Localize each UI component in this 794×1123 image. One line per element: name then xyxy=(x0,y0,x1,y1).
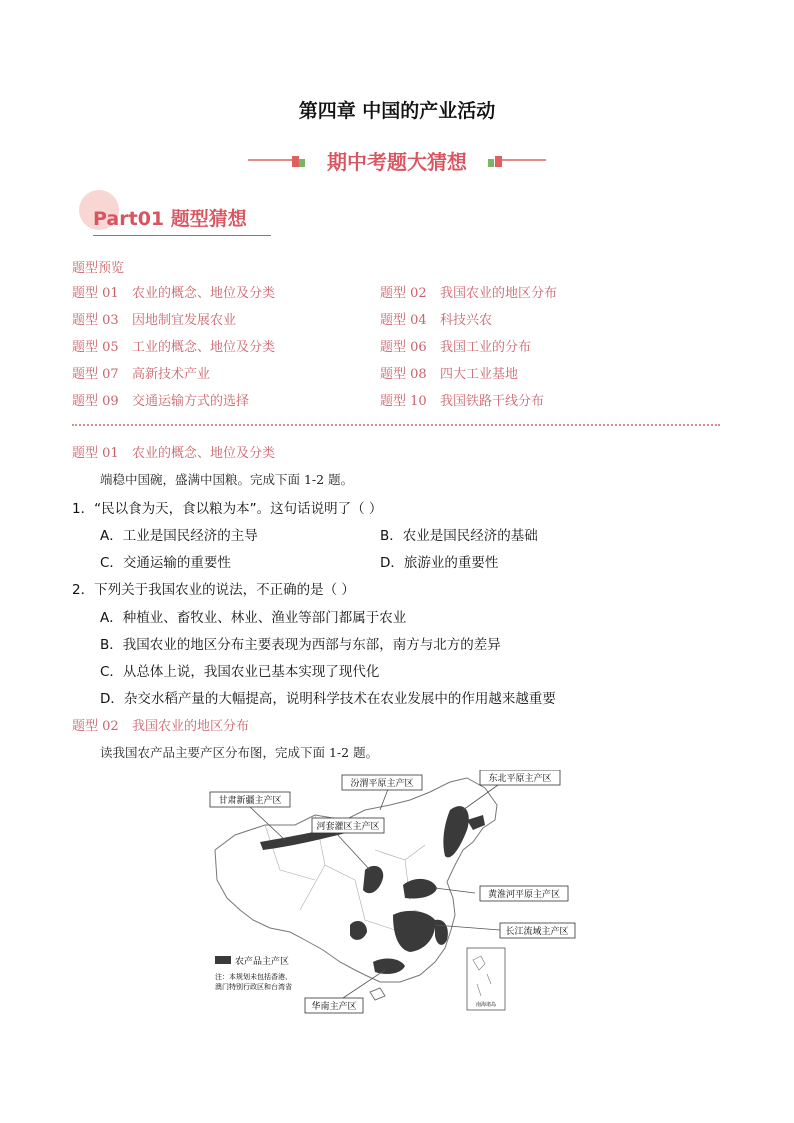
chapter-title: 第四章 中国的产业活动 xyxy=(298,100,496,122)
answer-option[interactable]: B．我国农业的地区分布主要表现为西部与东部，南方与北方的差异 xyxy=(100,637,501,653)
type-item[interactable]: 题型 08 四大工业基地 xyxy=(380,367,519,382)
banner-left-square-red xyxy=(292,156,299,167)
banner-title: 期中考题大猜想 xyxy=(327,150,467,174)
answer-option[interactable]: A．工业是国民经济的主导 xyxy=(100,528,258,544)
region-huanghuai xyxy=(403,879,437,899)
answer-option[interactable]: D．杂交水稻产量的大幅提高，说明科学技术在农业发展中的作用越来越重要 xyxy=(100,691,556,707)
map-label-dongbei xyxy=(480,770,560,785)
banner-left-line xyxy=(248,159,292,161)
banner-right-square-red xyxy=(495,156,502,167)
map-label-huanghuai xyxy=(480,886,568,901)
region-changjiang-east xyxy=(435,920,448,945)
type-item[interactable]: 题型 07 高新技术产业 xyxy=(72,367,211,382)
answer-option[interactable]: C．从总体上说，我国农业已基本实现了现代化 xyxy=(100,664,380,680)
preview-label: 题型预览 xyxy=(72,261,125,276)
section-heading: 题型 01 农业的概念、地位及分类 xyxy=(72,446,276,461)
answer-option[interactable]: A．种植业、畜牧业、林业、渔业等部门都属于农业 xyxy=(100,610,407,626)
type-item[interactable]: 题型 09 交通运输方式的选择 xyxy=(72,394,250,409)
map-note-line1: 注：本规划未包括香港、 xyxy=(215,973,292,981)
hainan-island xyxy=(370,988,385,1000)
section-intro: 端稳中国碗，盛满中国粮。完成下面 1-2 题。 xyxy=(100,472,354,487)
region-northeast-top xyxy=(467,815,485,830)
type-item[interactable]: 题型 10 我国铁路干线分布 xyxy=(380,394,545,409)
type-item[interactable]: 题型 02 我国农业的地区分布 xyxy=(380,286,558,301)
map-label-changjiang xyxy=(500,923,575,938)
svg-text:甘肃新疆主产区: 甘肃新疆主产区 xyxy=(218,796,282,806)
svg-text:东北平原主产区: 东北平原主产区 xyxy=(488,774,552,784)
type-item[interactable]: 题型 04 科技兴农 xyxy=(380,313,493,328)
legend-swatch xyxy=(215,956,231,964)
region-huanan xyxy=(373,959,405,974)
part-title: Part01 题型猜想 xyxy=(93,208,247,230)
answer-option[interactable]: B．农业是国民经济的基础 xyxy=(380,528,538,544)
region-changjiang xyxy=(393,911,435,952)
svg-text:河套灌区主产区: 河套灌区主产区 xyxy=(316,822,380,832)
question-stem: 2．下列关于我国农业的说法，不正确的是（ ） xyxy=(72,582,355,598)
agriculture-region-map xyxy=(205,770,605,1020)
banner-right-square-green xyxy=(488,159,494,167)
svg-text:华南主产区: 华南主产区 xyxy=(311,1002,357,1012)
svg-text:黄淮河平原主产区: 黄淮河平原主产区 xyxy=(487,890,561,900)
type-item[interactable]: 题型 03 因地制宜发展农业 xyxy=(72,313,237,328)
map-note-line2: 澳门特别行政区和台湾省 xyxy=(215,983,292,991)
banner-right-line xyxy=(502,159,546,161)
svg-text:南海诸岛: 南海诸岛 xyxy=(475,1002,497,1008)
region-hetao xyxy=(363,866,383,893)
part-underline xyxy=(93,235,271,236)
type-item[interactable]: 题型 01 农业的概念、地位及分类 xyxy=(72,286,276,301)
question-stem: 1．“民以食为天，食以粮为本”。这句话说明了（ ） xyxy=(72,501,383,517)
map-label-fenwei xyxy=(342,775,422,790)
type-item[interactable]: 题型 05 工业的概念、地位及分类 xyxy=(72,340,276,355)
legend-label: 农产品主产区 xyxy=(235,957,290,967)
dotted-divider xyxy=(72,424,720,426)
type-item[interactable]: 题型 06 我国工业的分布 xyxy=(380,340,532,355)
svg-text:汾渭平原主产区: 汾渭平原主产区 xyxy=(350,779,414,789)
region-northeast xyxy=(443,806,468,857)
south-china-sea-inset xyxy=(467,948,505,1010)
region-sichuan xyxy=(350,921,367,940)
map-label-gansu-xinjiang xyxy=(210,792,290,807)
section-intro: 读我国农产品主要产区分布图，完成下面 1-2 题。 xyxy=(100,745,379,760)
answer-option[interactable]: D．旅游业的重要性 xyxy=(380,555,499,571)
answer-option[interactable]: C．交通运输的重要性 xyxy=(100,555,231,571)
section-heading: 题型 02 我国农业的地区分布 xyxy=(72,719,250,734)
map-label-hetao xyxy=(312,818,384,833)
svg-text:长江流域主产区: 长江流域主产区 xyxy=(505,927,569,937)
map-label-huanan xyxy=(305,998,363,1013)
